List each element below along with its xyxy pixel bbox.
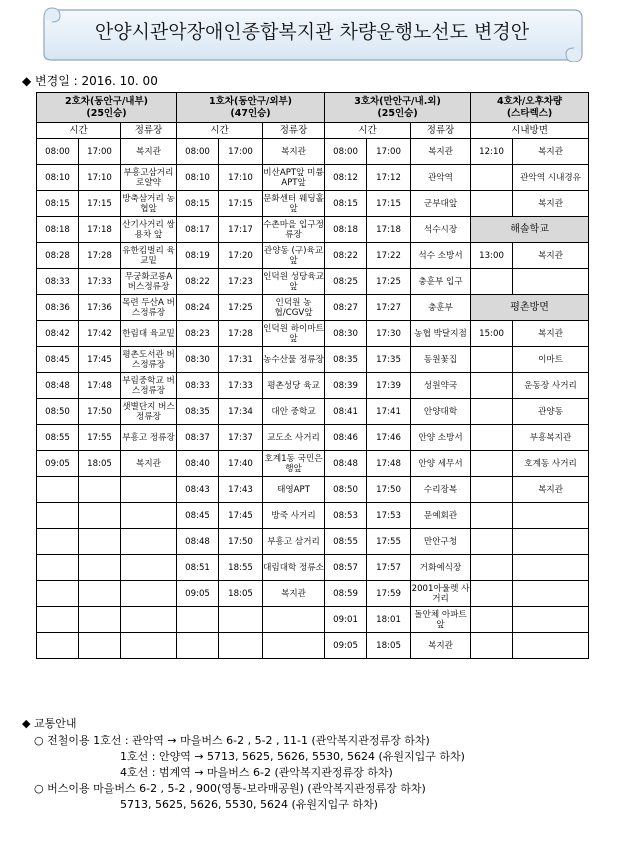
table-cell: 평촌성당 육교 <box>263 373 325 399</box>
table-cell: 08:33 <box>37 269 79 295</box>
time-header: 시간 <box>177 123 263 139</box>
table-cell: 부림중학교 버스정류장 <box>121 373 177 399</box>
table-cell: 08:30 <box>177 347 219 373</box>
table-cell: 09:01 <box>325 607 367 633</box>
table-row <box>37 425 589 451</box>
table-cell: 08:23 <box>177 321 219 347</box>
table-cell: 운동장 사거리 <box>513 373 589 399</box>
table-cell: 17:30 <box>367 321 411 347</box>
route-header-4: 4호차/오후차량 (스타렉스) <box>471 93 589 123</box>
table-cell: 15:00 <box>471 321 513 347</box>
table-cell: 성원약국 <box>411 373 471 399</box>
table-cell: 유한킴벌리 육교밑 <box>121 243 177 269</box>
table-cell <box>471 555 513 581</box>
table-cell: 복지관 <box>263 139 325 165</box>
table-cell: 08:17 <box>177 217 219 243</box>
table-cell: 08:27 <box>325 295 367 321</box>
table-cell: 충훈부 <box>411 295 471 321</box>
table-cell: 석수시장 <box>411 217 471 243</box>
table-row <box>37 217 589 243</box>
traffic-info <box>22 716 465 813</box>
table-cell: 목련 두산A 버스정류장 <box>121 295 177 321</box>
table-cell <box>121 633 177 659</box>
table-cell <box>471 503 513 529</box>
table-cell: 08:48 <box>325 451 367 477</box>
table-cell: 이마트 <box>513 347 589 373</box>
table-cell: 방축삼거리 농협앞 <box>121 191 177 217</box>
table-cell <box>121 607 177 633</box>
time-header: 시간 <box>325 123 411 139</box>
table-cell <box>471 529 513 555</box>
table-cell: 무궁화코롱A 버스정류장 <box>121 269 177 295</box>
table-cell <box>37 555 79 581</box>
table-row <box>37 373 589 399</box>
table-cell: 비산APT앞 미륭APT앞 <box>263 165 325 191</box>
table-cell: 17:25 <box>219 295 263 321</box>
table-row <box>37 529 589 555</box>
table-row <box>37 321 589 347</box>
table-cell <box>471 607 513 633</box>
table-cell: 08:35 <box>177 399 219 425</box>
table-cell: 18:05 <box>367 633 411 659</box>
table-cell <box>79 477 121 503</box>
table-cell: 08:40 <box>177 451 219 477</box>
table-cell <box>513 607 589 633</box>
table-cell: 08:46 <box>325 425 367 451</box>
table-cell: 복지관 <box>263 581 325 607</box>
table-cell: 17:15 <box>219 191 263 217</box>
table-cell: 안양 세무서 <box>411 451 471 477</box>
table-cell: 08:45 <box>37 347 79 373</box>
table-cell <box>471 425 513 451</box>
table-row <box>37 581 589 607</box>
table-cell: 농협 박달지점 <box>411 321 471 347</box>
table-cell: 관악역 시내경유 <box>513 165 589 191</box>
table-cell: 수촌마을 입구정류장 <box>263 217 325 243</box>
table-cell: 17:57 <box>367 555 411 581</box>
table-cell <box>37 503 79 529</box>
title-banner <box>38 4 586 62</box>
stop-header: 정류장 <box>121 123 177 139</box>
route-header-1: 1호차(동안구/외부) (47인승) <box>177 93 325 123</box>
table-cell: 17:34 <box>219 399 263 425</box>
table-cell: 18:01 <box>367 607 411 633</box>
table-row <box>37 347 589 373</box>
traffic-line: 4호선 : 범계역 → 마을버스 6-2 (관악복지관정류장 하차) <box>120 766 393 779</box>
traffic-line: ○ 전철이용 1호선 : 관악역 → 마을버스 6-2 , 5-2 , 11-1 (관악복지관정류장 하차) <box>34 734 430 747</box>
table-cell <box>471 633 513 659</box>
table-cell: 08:57 <box>325 555 367 581</box>
table-cell <box>513 581 589 607</box>
section-pyeongchon: 평촌방면 <box>471 295 589 321</box>
table-cell: 13:00 <box>471 243 513 269</box>
table-cell: 17:55 <box>79 425 121 451</box>
table-cell: 08:50 <box>37 399 79 425</box>
table-cell: 08:18 <box>37 217 79 243</box>
table-cell: 복지관 <box>411 139 471 165</box>
table-cell <box>471 191 513 217</box>
table-cell <box>471 165 513 191</box>
table-cell: 호계1동 국민은행앞 <box>263 451 325 477</box>
table-cell: 석수 소방서 <box>411 243 471 269</box>
table-cell: 09:05 <box>325 633 367 659</box>
table-row <box>37 191 589 217</box>
table-cell <box>121 477 177 503</box>
traffic-line: 1호선 : 안양역 → 5713, 5625, 5626, 5530, 5624 (유원지입구 하차) <box>120 750 465 763</box>
table-cell <box>471 373 513 399</box>
table-cell: 08:25 <box>325 269 367 295</box>
table-cell <box>471 477 513 503</box>
table-cell: 17:00 <box>219 139 263 165</box>
table-row <box>37 399 589 425</box>
table-cell: 17:50 <box>79 399 121 425</box>
table-cell: 농수산물 정류장 <box>263 347 325 373</box>
table-row <box>37 555 589 581</box>
table-row <box>37 503 589 529</box>
table-row <box>37 451 589 477</box>
table-cell: 태영APT <box>263 477 325 503</box>
table-cell <box>513 555 589 581</box>
table-row <box>37 165 589 191</box>
table-cell: 17:59 <box>367 581 411 607</box>
table-cell: 08:22 <box>177 269 219 295</box>
city-direction-header: 시내방면 <box>471 123 589 139</box>
table-cell: 08:00 <box>177 139 219 165</box>
table-cell <box>263 607 325 633</box>
table-cell <box>513 269 589 295</box>
table-cell <box>471 399 513 425</box>
table-cell: 복지관 <box>513 477 589 503</box>
table-cell <box>37 529 79 555</box>
table-cell: 수리장복 <box>411 477 471 503</box>
table-cell: 17:48 <box>79 373 121 399</box>
table-cell: 거화예식장 <box>411 555 471 581</box>
table-cell <box>37 633 79 659</box>
table-cell <box>471 347 513 373</box>
table-cell <box>263 633 325 659</box>
traffic-line: ○ 버스이용 마을버스 6-2 , 5-2 , 900(영통-보라매공원) (관악복지관정류장 하차) <box>34 782 426 795</box>
table-cell: 인덕원 성당육교앞 <box>263 269 325 295</box>
page-title: 안양시관악장애인종합복지관 차량운행노선도 변경안 <box>94 21 530 43</box>
table-cell <box>471 581 513 607</box>
table-cell: 17:36 <box>79 295 121 321</box>
table-cell <box>79 633 121 659</box>
table-cell: 08:39 <box>325 373 367 399</box>
table-cell: 09:05 <box>37 451 79 477</box>
table-cell: 08:15 <box>177 191 219 217</box>
table-cell: 복지관 <box>513 321 589 347</box>
table-cell: 2001아울렛 사거리 <box>411 581 471 607</box>
table-cell: 샛별단지 버스정류장 <box>121 399 177 425</box>
table-cell: 관악역 <box>411 165 471 191</box>
table-cell: 산기사거리 쌍용차 앞 <box>121 217 177 243</box>
table-cell: 08:35 <box>325 347 367 373</box>
table-cell <box>219 607 263 633</box>
stop-header: 정류장 <box>263 123 325 139</box>
table-cell: 18:05 <box>219 581 263 607</box>
table-cell <box>471 451 513 477</box>
table-cell: 대안 중학교 <box>263 399 325 425</box>
table-cell <box>513 503 589 529</box>
table-cell: 17:46 <box>367 425 411 451</box>
table-row <box>37 633 589 659</box>
table-cell: 08:45 <box>177 503 219 529</box>
table-cell: 17:53 <box>367 503 411 529</box>
table-cell: 08:00 <box>325 139 367 165</box>
table-cell: 18:05 <box>79 451 121 477</box>
table-cell: 08:15 <box>325 191 367 217</box>
table-cell: 17:33 <box>79 269 121 295</box>
table-cell: 17:35 <box>367 347 411 373</box>
table-cell: 평촌도서관 버스정류장 <box>121 347 177 373</box>
table-cell: 08:24 <box>177 295 219 321</box>
table-cell: 08:22 <box>325 243 367 269</box>
table-cell: 교도소 사거리 <box>263 425 325 451</box>
table-cell: 08:15 <box>37 191 79 217</box>
table-cell: 08:30 <box>325 321 367 347</box>
table-cell: 17:17 <box>219 217 263 243</box>
table-cell: 군부대앞 <box>411 191 471 217</box>
table-cell: 복지관 <box>513 243 589 269</box>
table-cell: 08:00 <box>37 139 79 165</box>
table-cell: 08:37 <box>177 425 219 451</box>
table-cell: 17:55 <box>367 529 411 555</box>
table-cell: 08:51 <box>177 555 219 581</box>
table-cell: 복지관 <box>513 191 589 217</box>
time-header: 시간 <box>37 123 121 139</box>
table-row <box>37 477 589 503</box>
table-cell <box>79 581 121 607</box>
table-cell: 17:00 <box>367 139 411 165</box>
table-cell: 17:22 <box>367 243 411 269</box>
table-cell: 08:48 <box>177 529 219 555</box>
schedule-table <box>36 92 589 659</box>
table-cell: 08:48 <box>37 373 79 399</box>
table-cell: 부흥고삼거리 로얄약 <box>121 165 177 191</box>
table-row <box>37 607 589 633</box>
table-cell: 17:45 <box>219 503 263 529</box>
table-cell <box>471 269 513 295</box>
table-cell: 17:39 <box>367 373 411 399</box>
table-cell: 17:23 <box>219 269 263 295</box>
table-cell <box>513 529 589 555</box>
table-cell: 17:20 <box>219 243 263 269</box>
table-cell: 인덕원 하이마트앞 <box>263 321 325 347</box>
table-cell: 17:50 <box>219 529 263 555</box>
table-cell: 08:43 <box>177 477 219 503</box>
table-cell: 09:05 <box>177 581 219 607</box>
table-row <box>37 269 589 295</box>
table-cell: 복지관 <box>121 139 177 165</box>
table-cell: 한림대 육교밑 <box>121 321 177 347</box>
table-cell <box>37 477 79 503</box>
table-cell: 08:36 <box>37 295 79 321</box>
table-cell: 부흥복지관 <box>513 425 589 451</box>
table-cell <box>177 633 219 659</box>
table-cell <box>121 555 177 581</box>
table-cell: 18:55 <box>219 555 263 581</box>
table-cell: 17:25 <box>367 269 411 295</box>
table-cell: 08:12 <box>325 165 367 191</box>
table-cell: 17:28 <box>219 321 263 347</box>
table-cell: 복지관 <box>121 451 177 477</box>
table-cell: 방죽 사거리 <box>263 503 325 529</box>
table-cell: 안양 소방서 <box>411 425 471 451</box>
table-cell <box>219 633 263 659</box>
table-cell <box>79 503 121 529</box>
table-cell: 08:28 <box>37 243 79 269</box>
table-row <box>37 243 589 269</box>
table-cell: 17:33 <box>219 373 263 399</box>
table-cell: 17:42 <box>79 321 121 347</box>
table-cell: 관양동 <box>513 399 589 425</box>
table-cell: 17:28 <box>79 243 121 269</box>
table-cell: 08:41 <box>325 399 367 425</box>
table-cell: 돌안체 아파트 앞 <box>411 607 471 633</box>
table-cell: 12:10 <box>471 139 513 165</box>
table-cell: 08:19 <box>177 243 219 269</box>
table-cell: 복지관 <box>513 139 589 165</box>
table-cell: 08:10 <box>37 165 79 191</box>
table-cell: 인덕원 농협/CGV앞 <box>263 295 325 321</box>
schedule-body <box>37 139 589 659</box>
table-cell <box>79 529 121 555</box>
table-cell: 부흥고 삼거리 <box>263 529 325 555</box>
table-cell <box>513 633 589 659</box>
table-cell <box>177 607 219 633</box>
table-cell: 17:31 <box>219 347 263 373</box>
table-cell <box>121 581 177 607</box>
table-cell: 만안구청 <box>411 529 471 555</box>
table-cell: 17:15 <box>79 191 121 217</box>
table-row <box>37 295 589 321</box>
table-cell: 복지관 <box>411 633 471 659</box>
table-cell: 동원꽃집 <box>411 347 471 373</box>
table-cell: 08:53 <box>325 503 367 529</box>
table-cell: 17:18 <box>367 217 411 243</box>
table-cell: 안양대학 <box>411 399 471 425</box>
table-cell: 대림대학 정류소 <box>263 555 325 581</box>
table-cell <box>79 555 121 581</box>
table-cell: 충훈부 입구 <box>411 269 471 295</box>
table-cell: 17:40 <box>219 451 263 477</box>
table-cell: 17:48 <box>367 451 411 477</box>
table-cell: 17:41 <box>367 399 411 425</box>
table-cell: 17:27 <box>367 295 411 321</box>
table-cell <box>79 607 121 633</box>
table-cell: 관양동 (구)육교앞 <box>263 243 325 269</box>
table-cell: 문예회관 <box>411 503 471 529</box>
table-cell: 08:59 <box>325 581 367 607</box>
table-cell <box>37 581 79 607</box>
table-cell: 17:43 <box>219 477 263 503</box>
table-cell: 08:55 <box>325 529 367 555</box>
table-cell: 문화센터 웨딩홀앞 <box>263 191 325 217</box>
table-cell: 17:45 <box>79 347 121 373</box>
table-cell: 08:33 <box>177 373 219 399</box>
table-cell: 17:12 <box>367 165 411 191</box>
table-cell: 08:42 <box>37 321 79 347</box>
table-row <box>37 139 589 165</box>
table-cell <box>37 607 79 633</box>
table-cell <box>121 503 177 529</box>
stop-header: 정류장 <box>411 123 471 139</box>
table-cell: 08:10 <box>177 165 219 191</box>
table-cell: 17:10 <box>219 165 263 191</box>
table-cell: 부흥고 정류장 <box>121 425 177 451</box>
table-cell: 08:18 <box>325 217 367 243</box>
route-header-2: 2호차(동안구/내부) (25인승) <box>37 93 177 123</box>
change-date: ◆ 변경일 : 2016. 10. 00 <box>22 74 158 88</box>
table-cell: 08:55 <box>37 425 79 451</box>
table-cell: 호계동 사거리 <box>513 451 589 477</box>
route-header-3: 3호차(만안구/내.외) (25인승) <box>325 93 471 123</box>
table-cell: 17:00 <box>79 139 121 165</box>
table-cell: 17:18 <box>79 217 121 243</box>
traffic-line: 5713, 5625, 5626, 5530, 5624 (유원지입구 하차) <box>120 798 378 811</box>
table-cell: 17:15 <box>367 191 411 217</box>
table-cell: 17:50 <box>367 477 411 503</box>
section-haesul: 해솔학교 <box>471 217 589 243</box>
table-cell: 17:10 <box>79 165 121 191</box>
table-cell <box>121 529 177 555</box>
table-cell: 17:37 <box>219 425 263 451</box>
table-cell: 08:50 <box>325 477 367 503</box>
traffic-heading: ◆ 교통안내 <box>22 717 77 730</box>
